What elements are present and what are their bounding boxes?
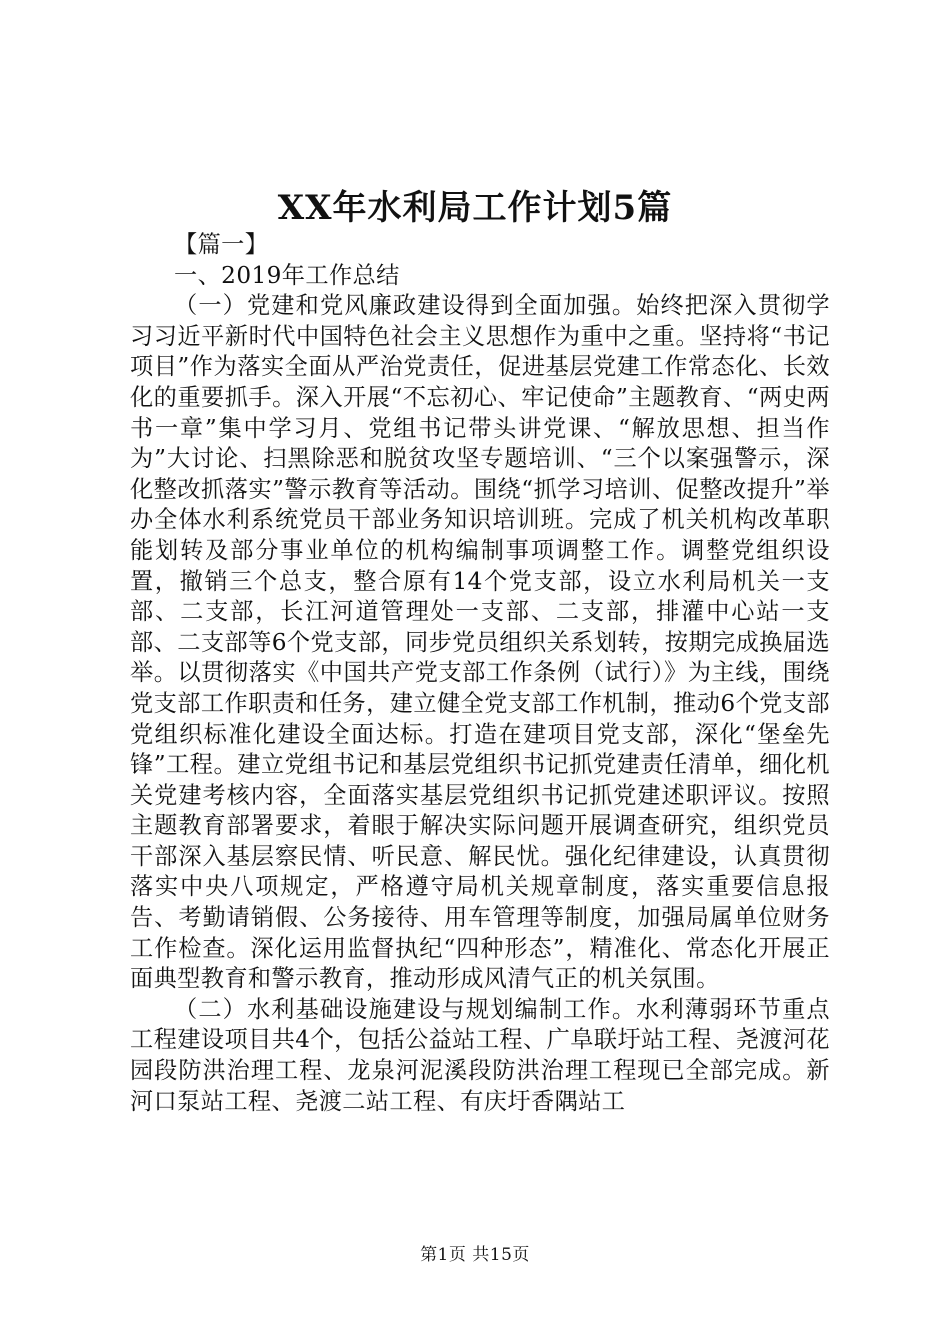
document-body — [130, 230, 830, 1117]
paragraph-2: （二）水利基础设施建设与规划编制工作。水利薄弱环节重点工程建设项目共4个，包括公益站工程、广阜联圩站工程、尧渡河花园段防洪治理工程、龙泉河泥溪段防洪治理工程现已全部完成。新河口泵站工程、尧渡二站工程、有庆圩香隅站工 — [130, 995, 830, 1115]
page-footer: 第1页 共15页 — [420, 1245, 530, 1265]
section-tag: 【篇一】 — [174, 231, 269, 258]
section-heading: 一、2019年工作总结 — [174, 261, 400, 289]
paragraph-1: （一）党建和党风廉政建设得到全面加强。始终把深入贯彻学习习近平新时代中国特色社会主义思想作为重中之重。坚持将“书记项目”作为落实全面从严治党责任，促进基层党建工作常态化、长效化的重要抓手。深入开展“不忘初心、牢记使命”主题教育、“两史两书一章”集中学习月、党组书记带头讲党课、“解放思想、担当作为”大讨论、扫黑除恶和脱贫攻坚专题培训、“三个以案强警示，深化整改抓落实”警示教育等活动。围绕“抓学习培训、促整改提升”举办全体水利系统党员干部业务知识培训班。完成了机关机构改革职能划转及部分事业单位的机构编制事项调整工作。调整党组织设置，撤销三个总支，整合原有14个党支部，设立水利局机关一支部、二支部，长江河道管理处一支部、二支部，排灌中心站一支部、二支部等6个党支部，同步党员组织关系划转，按期完成换届选举。以贯彻落实《中国共产党支部工作条例（试行）》为主线，围绕党支部工作职责和任务，建立健全党支部工作机制，推动6个党支部党组织标准化建设全面达标。打造在建项目党支部，深化“堡垒先锋”工程。建立党组书记和基层党组织书记抓党建责任清单，细化机关党建考核内容，全面落实基层党组织书记抓党建述职评议。按照主题教育部署要求，着眼于解决实际问题开展调查研究，组织党员干部深入基层察民情、听民意、解民忧。强化纪律建设，认真贯彻落实中央八项规定，严格遵守局机关规章制度，落实重要信息报告、考勤请销假、公务接待、用车管理等制度，加强局属单位财务工作检查。深化运用监督执纪“四种形态”，精准化、常态化开展正面典型教育和警示教育，推动形成风清气正的机关氛围。 — [130, 292, 830, 993]
document-title: XX年水利局工作计划5篇 — [277, 188, 673, 228]
